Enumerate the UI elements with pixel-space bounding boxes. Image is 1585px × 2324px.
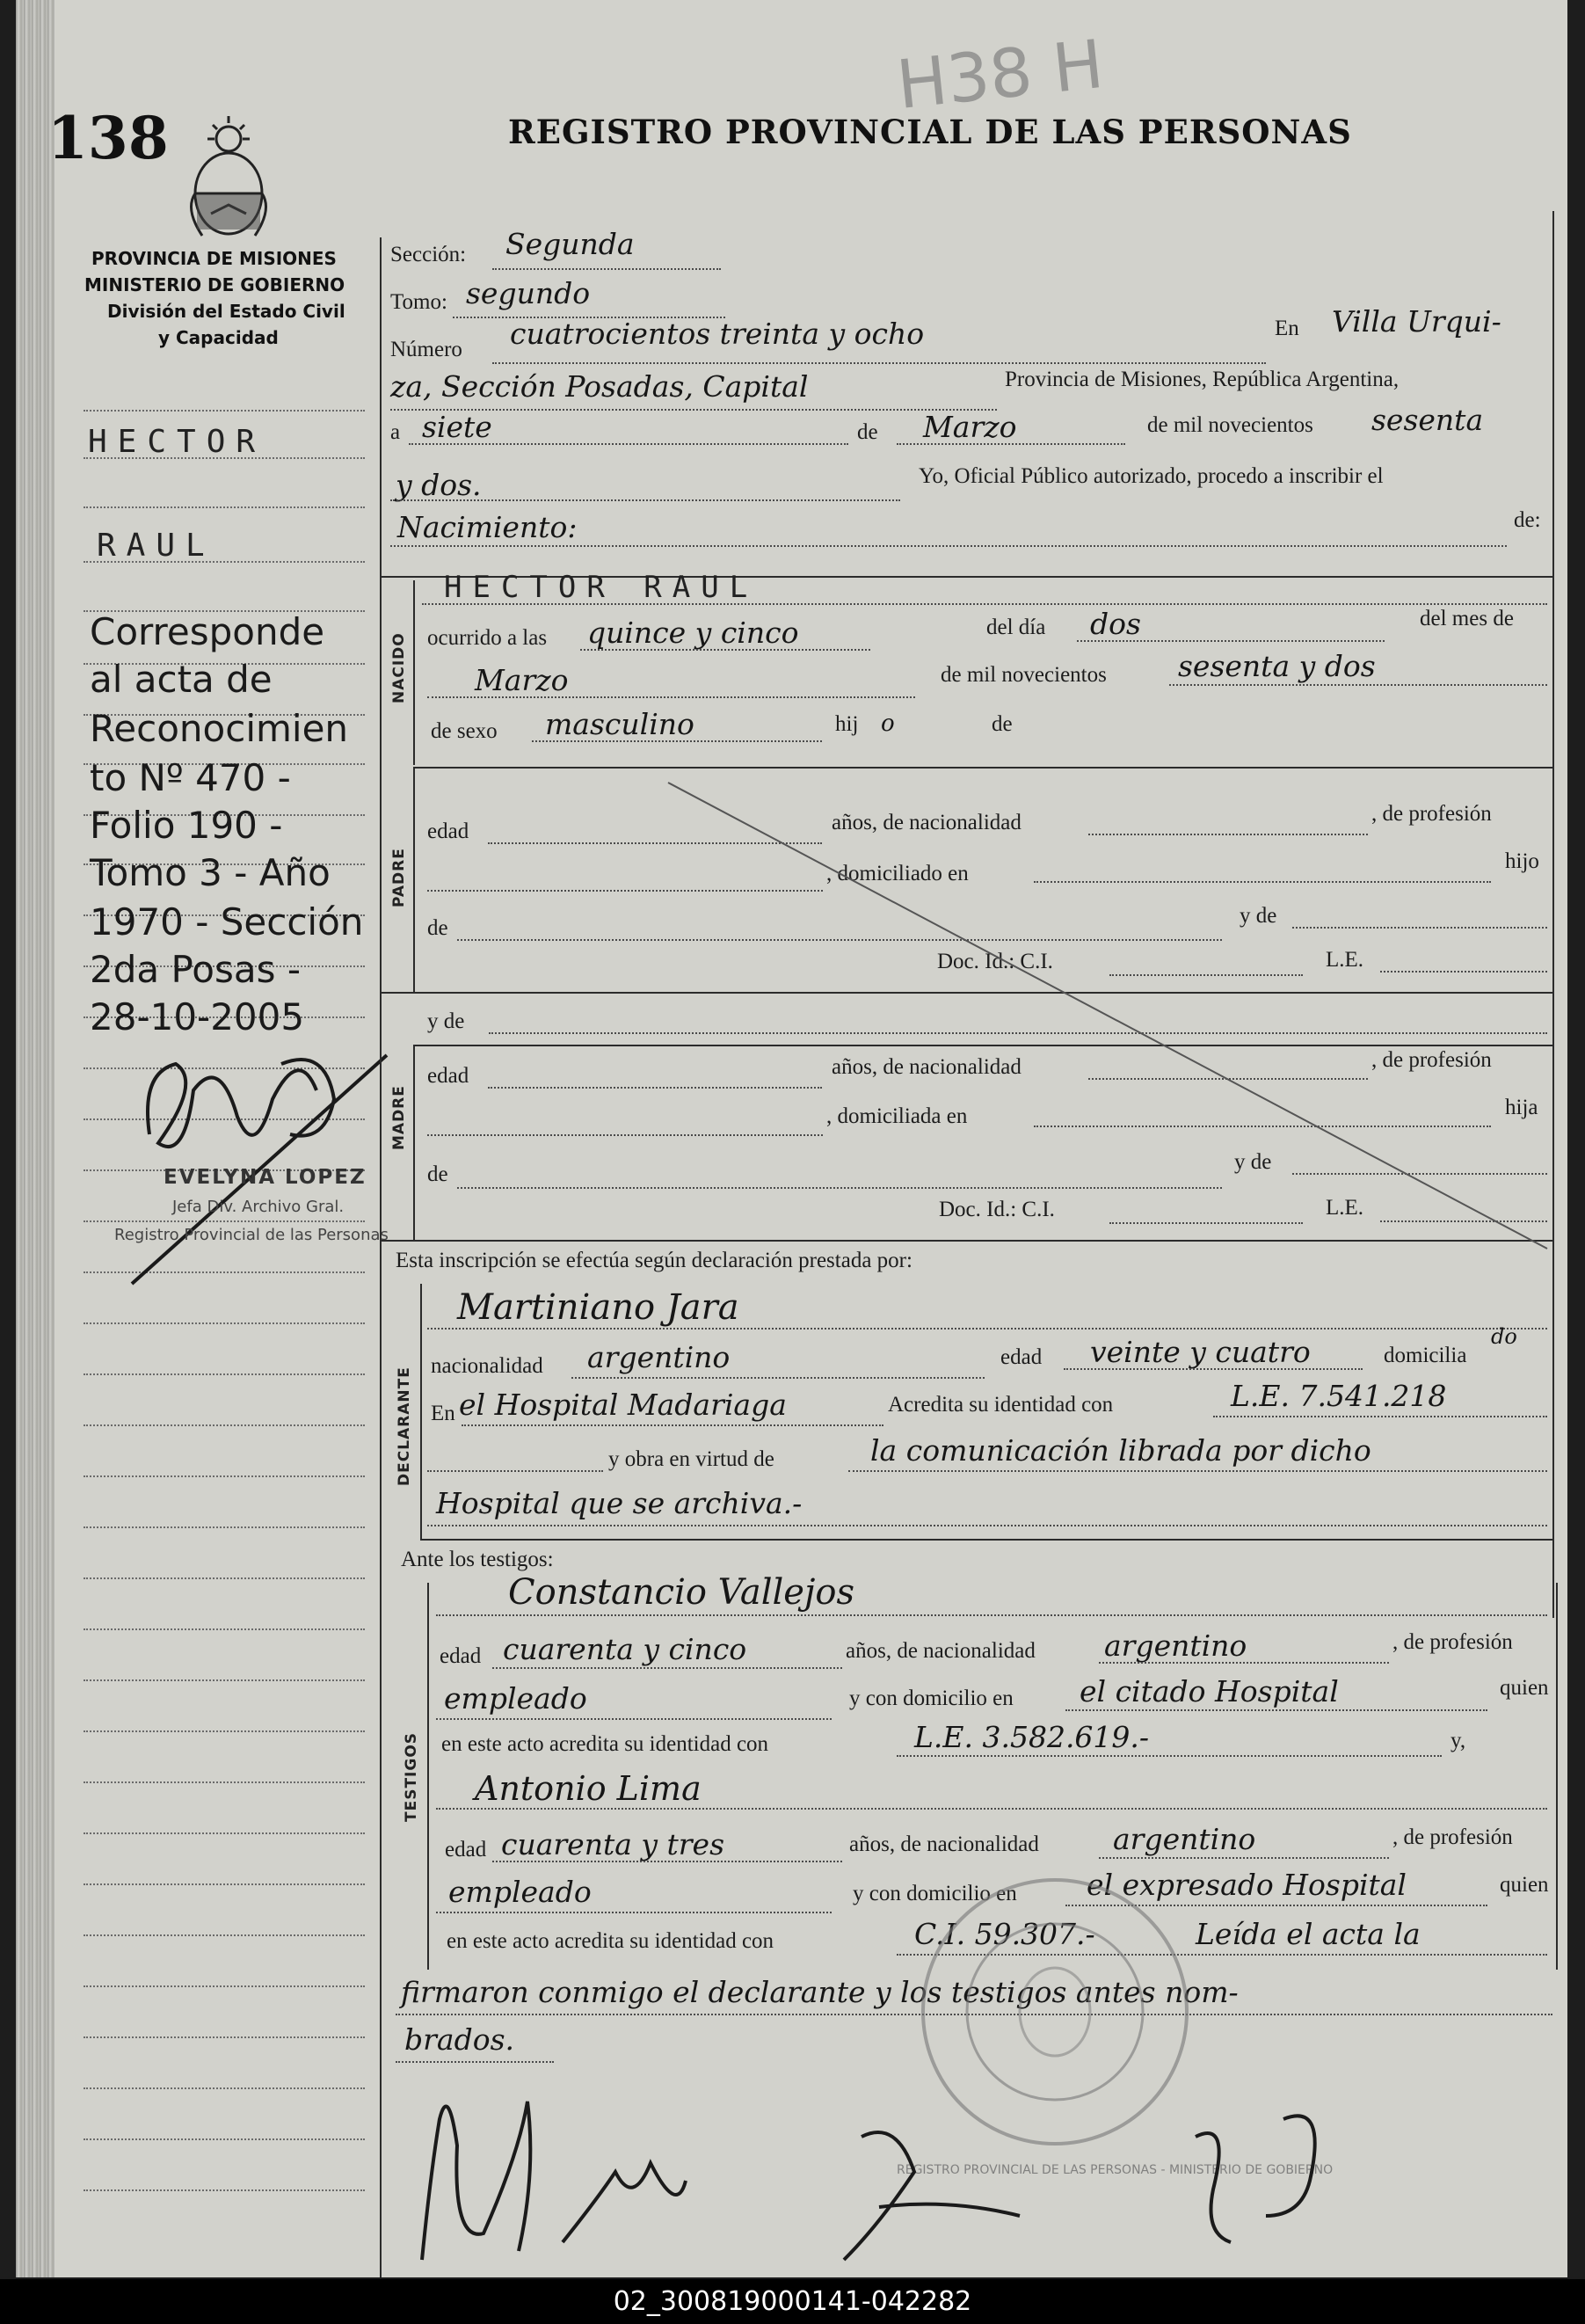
margin-stamp-office: Registro Provincial de las Personas [114, 1226, 389, 1244]
label-padre-nacionalidad: años, de nacionalidad [832, 811, 1022, 834]
label-de-sexo-de: de [992, 712, 1013, 736]
label-madre-profesion: , de profesión [1371, 1048, 1492, 1072]
label-padre-domicilio: , domiciliado en [826, 862, 969, 885]
label-padre-de: de [427, 916, 448, 940]
label-numero: Número [390, 338, 462, 361]
label-padre-profesion: , de profesión [1371, 802, 1492, 826]
section-nacido: NACIDO [390, 632, 408, 703]
label-en: En [1275, 317, 1299, 340]
label-testigo1-nacionalidad: años, de nacionalidad [846, 1639, 1036, 1663]
value-closing-2: firmaron conmigo el declarante y los testigos antes nom- [401, 1975, 1239, 2009]
label-del-mes: del mes de [1420, 607, 1514, 630]
label-testigo2-profesion: , de profesión [1392, 1825, 1513, 1849]
margin-name-first: HECTOR [88, 424, 266, 460]
label-padre-le: L.E. [1326, 948, 1364, 972]
page-number: 138 [47, 104, 169, 172]
value-dia-nac: dos [1090, 607, 1141, 641]
label-y-obra: y obra en virtud de [608, 1447, 774, 1471]
margin-name-second: RAUL [97, 528, 215, 564]
label-testigo1-quien: quien [1500, 1676, 1549, 1700]
value-domicilia-suffix: do [1491, 1324, 1517, 1349]
label-declarante-en: En [431, 1402, 455, 1425]
bottom-signatures [387, 2066, 1556, 2277]
value-acta: Nacimiento: [397, 510, 578, 544]
value-anio-cont: y dos. [396, 468, 482, 502]
value-declarante-nombre: Martiniano Jara [457, 1287, 739, 1328]
label-padre-y-de: y de [1240, 904, 1277, 928]
value-tomo: segundo [466, 276, 591, 310]
label-tomo: Tomo: [390, 290, 447, 314]
label-de-colon: de: [1514, 508, 1541, 532]
label-ocurrido: ocurrido a las [427, 626, 548, 650]
value-mes: Marzo [923, 410, 1017, 444]
label-padre-hijo: hijo [1505, 849, 1539, 873]
label-testigo1-profesion: , de profesión [1392, 1630, 1513, 1654]
value-testigo1-profesion: empleado [444, 1681, 587, 1716]
value-hij-suffix: o [881, 710, 895, 737]
label-seccion: Sección: [390, 243, 467, 266]
value-lugar: Villa Urqui- [1332, 304, 1501, 339]
label-madre-nacionalidad: años, de nacionalidad [832, 1055, 1022, 1079]
value-declarante-virtud-cont: Hospital que se archiva.- [436, 1486, 803, 1520]
value-testigo1-domicilio: el citado Hospital [1080, 1674, 1339, 1708]
label-ante-testigos: Ante los testigos: [401, 1548, 554, 1571]
label-del-dia: del día [986, 616, 1046, 639]
value-testigo2-documento: C.I. 59.307.- [914, 1917, 1095, 1951]
value-testigo1-edad: cuarenta y cinco [503, 1632, 747, 1666]
label-madre-y-de-top: y de [427, 1009, 465, 1033]
value-dia: siete [422, 410, 492, 444]
office-ministry: MINISTERIO DE GOBIERNO [84, 274, 345, 295]
label-madre-hija: hija [1505, 1096, 1538, 1119]
label-mil-novecientos: de mil novecientos [1147, 413, 1313, 437]
value-testigo2-domicilio: el expresado Hospital [1087, 1868, 1407, 1902]
value-lugar-cont: za, Sección Posadas, Capital [390, 369, 809, 404]
label-padre-edad: edad [427, 820, 469, 843]
margin-stamp-name: EVELYNA LOPEZ [164, 1166, 367, 1189]
label-testigo2-nacionalidad: años, de nacionalidad [849, 1832, 1039, 1856]
office-division: División del Estado Civil [107, 301, 345, 322]
label-testigo2-domicilio: y con domicilio en [853, 1882, 1017, 1905]
label-madre-le: L.E. [1326, 1196, 1364, 1220]
value-testigo1-nacionalidad: argentino [1104, 1628, 1247, 1663]
label-esta-inscripcion: Esta inscripción se efectúa según declaración prestada por: [396, 1249, 912, 1272]
value-testigo1-documento: L.E. 3.582.619.- [914, 1720, 1150, 1754]
value-declarante-edad: veinte y cuatro [1090, 1335, 1311, 1369]
official-seal-text: REGISTRO PROVINCIAL DE LAS PERSONAS - MINISTERIO DE GOBIERNO [897, 2163, 1334, 2177]
footer-id: 02_300819000141-042282 [613, 2286, 972, 2317]
label-provincia: Provincia de Misiones, República Argentina, [1005, 368, 1400, 391]
value-testigo2-nombre: Antonio Lima [475, 1769, 702, 1808]
label-hij: hij [835, 712, 859, 736]
footer-bar [0, 2279, 1585, 2324]
value-seccion: Segunda [505, 227, 635, 261]
label-testigo2-quien: quien [1500, 1873, 1549, 1897]
label-madre-domicilio: , domiciliada en [826, 1104, 968, 1128]
value-testigo2-edad: cuarenta y tres [501, 1827, 725, 1861]
document-page: 138 H38 H REGISTRO PROVINCIAL DE LAS PERSONAS PROVINCIA DE MISIONES MINISTERIO DE GOBIERNO División del Estado Civil y Capacidad HECTOR RAUL Corresponde al acta de Reconocimien to Nº 470 - Folio 190 - Tomo 3 - Año 1970 - Sección 2da Posas - 28-10-2005 EVELYNA LOPEZ Jefa Div. Archivo Gral. Registro Provincial de las Personas Sección: Segunda Tomo: segundo Número cuatrocientos treinta y ocho En Villa Urqui- za, Sección Posadas, Capital Provincia de Misiones, República Argentina, a siete de Marzo de mil novecientos sesenta y dos. Yo, Oficial Público autorizado, procedo a inscribir el Nacimiento: de: NACIDO HECTOR RAUL ocurrido a las quince y cinco del día dos del mes de Marzo de mil novecientos sesenta y dos de sexo masculino hij o de PADRE edad años, de nacionalidad , de profesión , domiciliado en hijo de y de Doc. Id.: C.I. L.E. y de MADRE edad años, de nacionalidad , de profesión , domiciliada en hija de y de Doc. Id.: C.I. L.E. Esta inscripción se efectúa según declaración prestada por: DECLARANTE Martiniano Jara nacionalidad argentino edad veinte y cuatro domicilia do En el Hospital Madariaga Acredita su identidad con L.E. 7.541.218 y obra en virtud de la comunicación librada por dicho Hospital que se archiva.- Ante los testigos: TESTIGOS Constancio Vallejos edad cuarenta y cinco años, de nacionalidad argentino , de profesión empleado y con domicilio en el citado Hospital quien en este acto acredita su identidad con L.E. 3.582.619.- y, Antonio Lima edad cuarenta y tres años, de nacionalidad argentino , de profesión empleado y con domicilio en el expresado Hospital quien en este acto acredita su identidad con C.I. 59.307.- Leída el acta la firmaron conmigo el declarante y los testigos antes nom- brados. REGISTRO PROVINCIAL DE LAS PERSONAS - MINISTERIO DE GOBIERNO 02_300819000141-042282 [0, 0, 1585, 2324]
value-declarante-documento: L.E. 7.541.218 [1231, 1379, 1447, 1413]
value-declarante-virtud: la comunicación librada por dicho [870, 1433, 1371, 1468]
value-numero: cuatrocientos treinta y ocho [510, 317, 925, 351]
label-testigo1-edad: edad [440, 1644, 482, 1668]
label-madre-y-de: y de [1234, 1150, 1272, 1174]
label-testigo2-acredita: en este acto acredita su identidad con [447, 1929, 774, 1953]
section-testigos: TESTIGOS [403, 1731, 420, 1822]
label-testigo1-acredita: en este acto acredita su identidad con [441, 1732, 769, 1756]
label-sexo: de sexo [431, 719, 498, 743]
office-capacity: y Capacidad [158, 327, 279, 348]
value-anio-nac: sesenta y dos [1178, 649, 1376, 683]
section-madre: MADRE [390, 1085, 408, 1150]
section-declarante: DECLARANTE [396, 1366, 413, 1486]
label-a: a [390, 420, 401, 444]
office-province: PROVINCIA DE MISIONES [91, 248, 337, 269]
handwritten-page-mark: H38 H [892, 24, 1108, 125]
value-testigo2-nacionalidad: argentino [1113, 1822, 1256, 1856]
label-testigo2-edad: edad [445, 1838, 487, 1861]
value-closing-1: Leída el acta la [1196, 1917, 1421, 1951]
value-closing-3: brados. [404, 2022, 514, 2057]
value-declarante-domicilio: el Hospital Madariaga [459, 1388, 787, 1422]
value-sexo: masculino [545, 707, 694, 741]
label-testigo1-domicilio: y con domicilio en [849, 1687, 1014, 1710]
label-padre-doc: Doc. Id.: C.I. [937, 950, 1053, 973]
section-padre: PADRE [390, 848, 408, 907]
value-nombre: HECTOR RAUL [444, 570, 759, 605]
label-yo: Yo, Oficial Público autorizado, procedo a inscribir el [919, 464, 1384, 488]
label-declarante-domicilia: domicilia [1384, 1344, 1467, 1367]
label-testigo1-y: y, [1450, 1729, 1466, 1752]
label-declarante-edad: edad [1000, 1345, 1043, 1369]
label-madre-edad: edad [427, 1064, 469, 1088]
value-hora: quince y cinco [587, 616, 799, 650]
value-mes-nac: Marzo [475, 663, 569, 697]
margin-stamp-title: Jefa Div. Archivo Gral. [172, 1198, 345, 1216]
label-madre-doc: Doc. Id.: C.I. [939, 1198, 1055, 1221]
value-anio: sesenta [1371, 403, 1484, 437]
label-acredita: Acredita su identidad con [888, 1393, 1114, 1417]
document-title: REGISTRO PROVINCIAL DE LAS PERSONAS [508, 113, 1352, 151]
value-declarante-nacionalidad: argentino [587, 1340, 731, 1374]
label-mil-novecientos-nac: de mil novecientos [941, 663, 1107, 687]
value-testigo1-nombre: Constancio Vallejos [508, 1572, 854, 1613]
label-declarante-nacionalidad: nacionalidad [431, 1354, 543, 1378]
label-de: de [857, 420, 878, 444]
label-madre-de: de [427, 1162, 448, 1186]
value-testigo2-profesion: empleado [448, 1875, 592, 1909]
